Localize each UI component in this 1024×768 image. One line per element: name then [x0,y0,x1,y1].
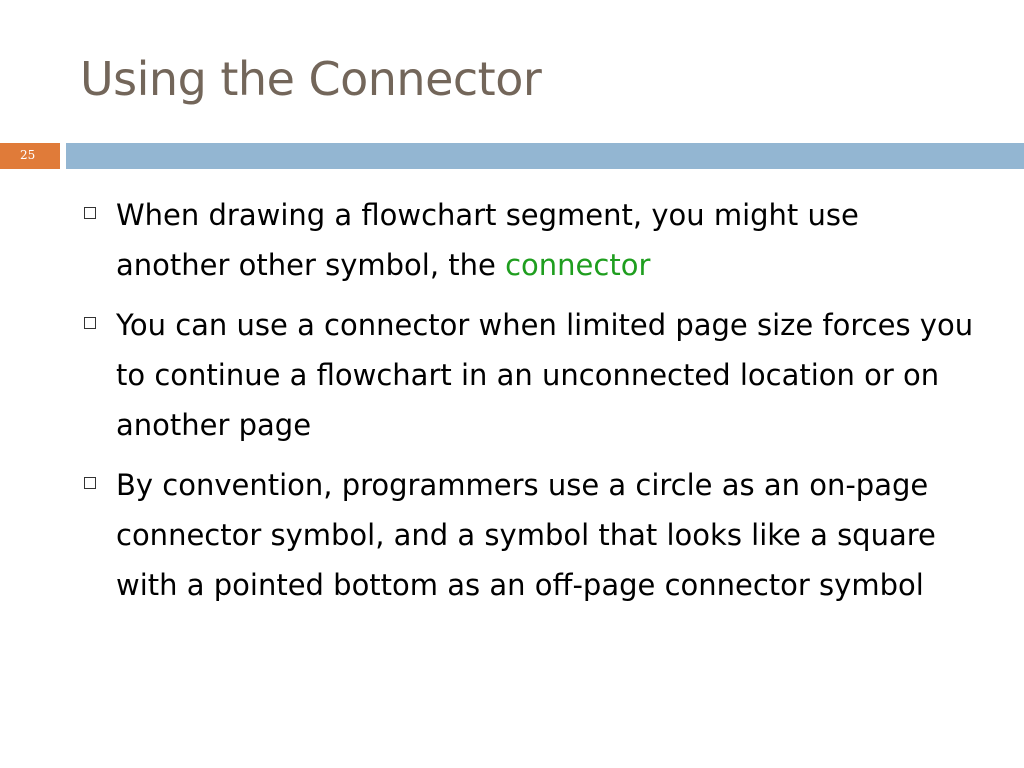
bullet-item [80,460,980,610]
bullet-item [80,300,980,450]
slide-title: Using the Connector [80,52,542,106]
bullet-list [80,190,980,620]
hollow-square-bullet-icon [84,477,96,489]
slide-number: 25 [20,148,36,162]
bullet-text: When drawing a flowchart segment, you might use another other symbol, the [116,198,859,282]
bullet-item [80,190,980,290]
hollow-square-bullet-icon [84,317,96,329]
slide-number-badge [0,143,60,169]
highlighted-term: connector [505,248,651,282]
hollow-square-bullet-icon [84,207,96,219]
bullet-text: By convention, programmers use a circle as an on-page connector symbol, and a symbol that looks like a square with a pointed bottom as an off-page connector symbol [116,468,936,602]
header-divider-bar [66,143,1024,169]
bullet-text: You can use a connector when limited page size forces you to continue a flowchart in an unconnected location or on another page [116,308,974,442]
